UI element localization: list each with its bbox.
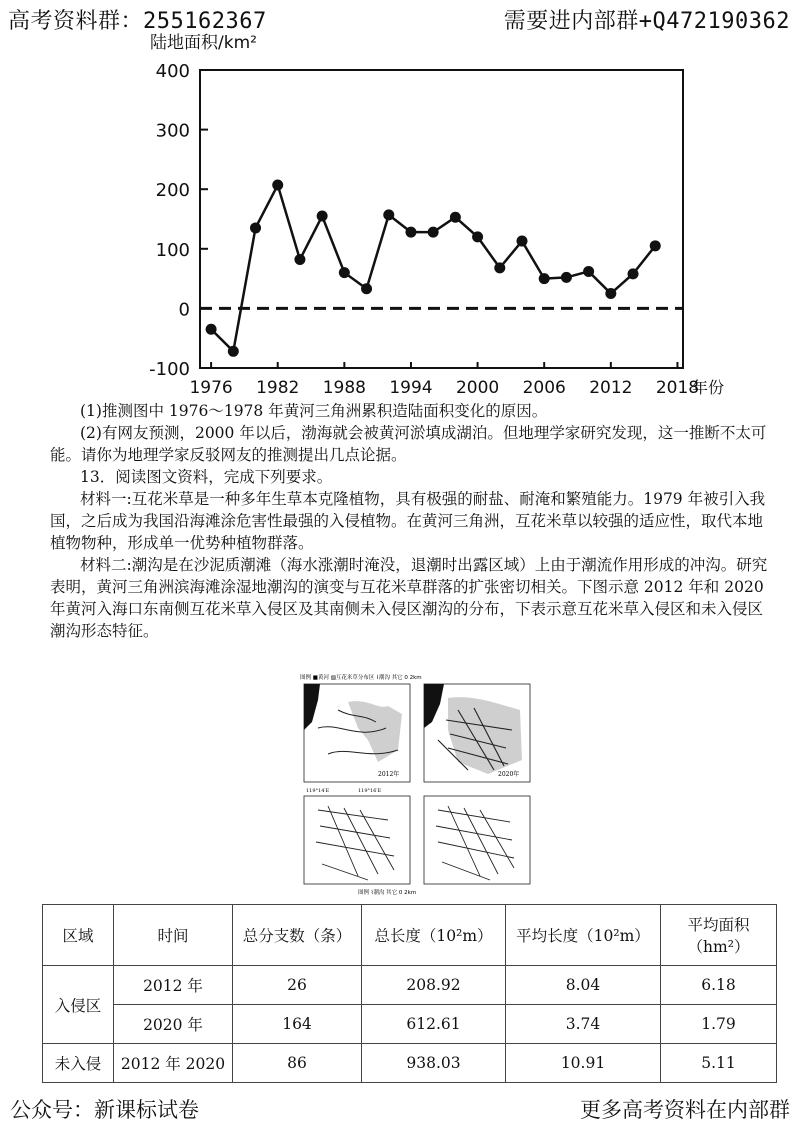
cell-region: 入侵区	[43, 966, 114, 1044]
th-time: 时间	[114, 905, 233, 966]
land-area-line-chart	[0, 20, 800, 400]
map-panel-2012-bottom	[304, 796, 410, 884]
x-tick-label: 1994	[389, 378, 433, 398]
data-point	[206, 324, 217, 335]
data-point	[428, 227, 439, 238]
cell-avg-length: 10.91	[506, 1044, 661, 1083]
cell-branches: 164	[233, 1005, 362, 1044]
header-right: 需要进内部群+Q472190362	[503, 9, 790, 34]
data-point	[317, 211, 328, 222]
panel-year-2012-top: 2012年	[378, 771, 400, 778]
y-axis-label: 陆地面积/km²	[150, 33, 257, 53]
cell-total-length: 208.92	[362, 966, 506, 1005]
data-point	[272, 180, 283, 191]
data-point	[294, 254, 305, 265]
map-panel-2012-top	[304, 684, 410, 782]
data-point	[361, 283, 372, 294]
data-point	[339, 267, 350, 278]
data-point	[450, 212, 461, 223]
data-point	[583, 266, 594, 277]
header-left: 高考资料群：255162367	[8, 9, 267, 34]
x-tick-label: 2000	[455, 378, 500, 398]
map-panel-2020-bottom	[424, 796, 530, 884]
map-legend-top: 图例 ■黄河 ▨互花米草分布区 ⌇潮沟 其它 0 2km	[300, 675, 422, 681]
data-point	[228, 346, 239, 357]
map-legend-bottom: 图例 ⌇潮沟 其它 0 2km	[358, 890, 417, 896]
x-tick-label: 2012	[589, 378, 633, 398]
x-tick-label: 2006	[522, 378, 566, 398]
y-tick-label: 300	[155, 120, 190, 142]
data-point	[250, 222, 261, 233]
y-tick-label: 200	[155, 180, 190, 202]
footer-right: 更多高考资料在内部群	[580, 1098, 790, 1122]
data-point	[405, 227, 416, 238]
tidal-creek-table	[42, 904, 777, 1083]
question-2: (2)有网友预测，2000 年以后，渤海就会被黄河淤填成湖泊。但地理学家研究发现，这一推断不太可能。请你为地理学家反驳网友的推测提出几点论据。	[50, 424, 767, 464]
footer-left: 公众号：新课标试卷	[10, 1098, 199, 1122]
table-header-row	[43, 905, 777, 966]
x-tick-label: 1982	[256, 378, 300, 398]
th-branches: 总分支数（条）	[233, 905, 362, 966]
question-1: (1)推测图中 1976～1978 年黄河三角洲累积造陆面积变化的原因。	[80, 402, 548, 420]
cell-region: 未入侵	[43, 1044, 114, 1083]
cell-total-length: 612.61	[362, 1005, 506, 1044]
cell-avg-area: 6.18	[661, 966, 777, 1005]
cell-branches: 86	[233, 1044, 362, 1083]
data-point	[494, 262, 505, 273]
table-row	[43, 966, 777, 1005]
map-panel-2020-top	[424, 684, 530, 782]
cell-time: 2020 年	[114, 1005, 233, 1044]
longitude-label-a: 119°14′E	[306, 788, 330, 794]
cell-time: 2012 年	[114, 966, 233, 1005]
plot-frame	[200, 70, 683, 368]
data-point	[383, 209, 394, 220]
x-tick-label: 1988	[322, 378, 366, 398]
x-axis-label: 年份	[692, 378, 725, 397]
th-avg-area: 平均面积（hm²）	[661, 905, 777, 966]
table-row	[43, 1005, 777, 1044]
cell-branches: 26	[233, 966, 362, 1005]
cell-total-length: 938.03	[362, 1044, 506, 1083]
y-tick-label: -100	[149, 359, 190, 380]
data-point	[650, 240, 661, 251]
th-avg-length: 平均长度（10²m）	[506, 905, 661, 966]
x-tick-label: 2018	[655, 378, 700, 398]
y-tick-label: 100	[155, 239, 190, 261]
x-tick-label: 1976	[189, 378, 233, 398]
th-total-length: 总长度（10²m）	[362, 905, 506, 966]
data-point	[517, 236, 528, 247]
data-point	[472, 231, 483, 242]
y-tick-label: 400	[155, 61, 190, 82]
longitude-label-b: 119°16′E	[358, 788, 382, 794]
data-point	[561, 272, 572, 283]
data-point	[539, 273, 550, 284]
panel-year-2020-top: 2020年	[498, 771, 520, 778]
cell-avg-area: 5.11	[661, 1044, 777, 1083]
material-2: 材料二:潮沟是在沙泥质潮滩（海水涨潮时淹没，退潮时出露区域）上由于潮流作用形成的冲沟。研究表明，黄河三角洲滨海滩涂湿地潮沟的演变与互花米草群落的扩张密切相关。下图示意 2012 年和 2020 年黄河入海口东南侧互花米草入侵区及其南侧未入侵区潮沟的分布，下表示意互花米草入侵区和未入侵区潮沟形态特征。	[50, 556, 768, 640]
data-point	[628, 268, 639, 279]
question-13: 13．阅读图文资料，完成下列要求。	[80, 468, 333, 486]
y-tick-label: 0	[178, 299, 190, 321]
data-point	[605, 288, 616, 299]
material-1: 材料一:互花米草是一种多年生草本克隆植物，具有极强的耐盐、耐淹和繁殖能力。1979 年被引入我国，之后成为我国沿海滩涂危害性最强的入侵植物。在黄河三角洲，互花米草以较强的适应性，取代本地植物物种，形成单一优势种植物群落。	[50, 490, 766, 552]
cell-time: 2012 年 2020	[114, 1044, 233, 1083]
cell-avg-area: 1.79	[661, 1005, 777, 1044]
tidal-creek-map-figure	[298, 670, 538, 900]
cell-avg-length: 3.74	[506, 1005, 661, 1044]
cell-avg-length: 8.04	[506, 966, 661, 1005]
th-region: 区域	[43, 905, 114, 966]
table-row	[43, 1044, 777, 1083]
